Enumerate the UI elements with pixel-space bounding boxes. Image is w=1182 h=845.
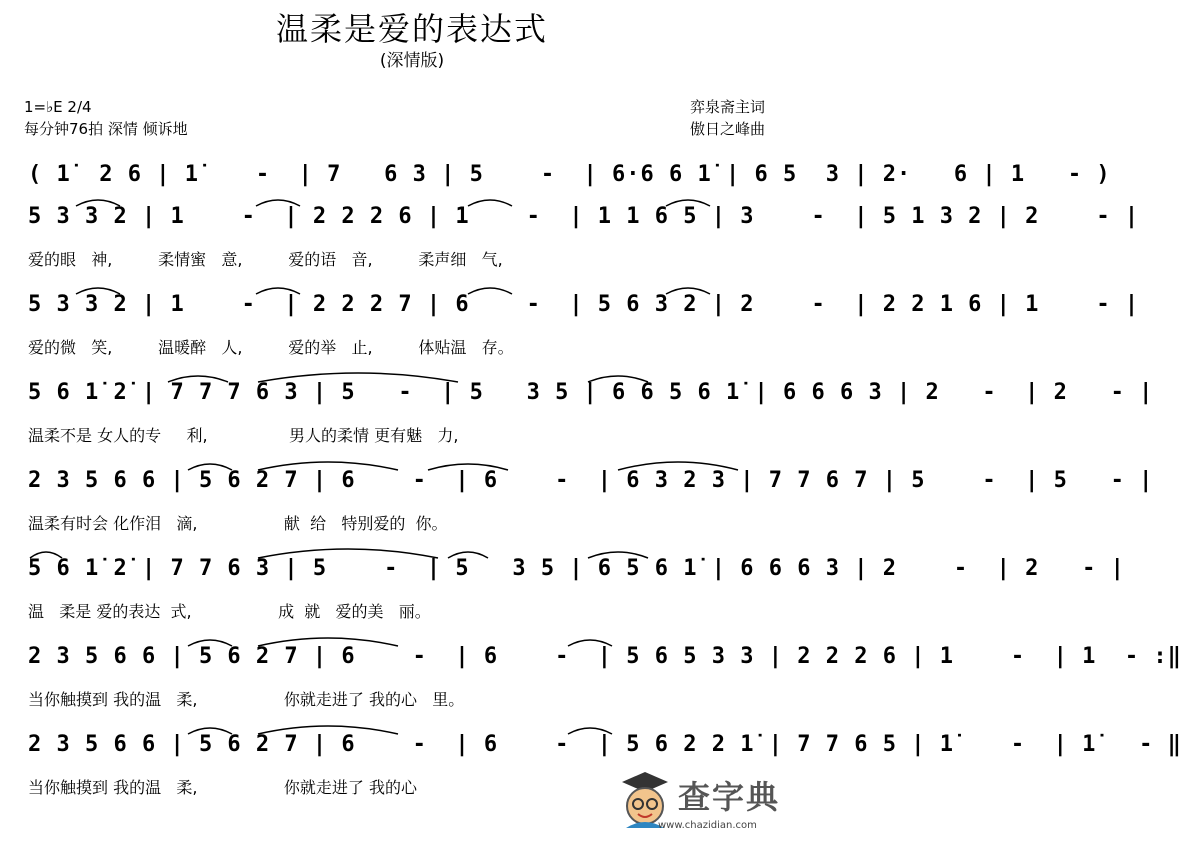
lyricist-credit: 弈泉斋主词: [690, 98, 766, 116]
key-signature: 1=♭E 2/4: [24, 98, 92, 116]
watermark-stamp: [618, 768, 818, 840]
notation-line: 2 3 5 6 6 | 5 6 2 7 | 6 - | 6 - | 5 6 2 2 1̇ | 7 7 6 5 | 1̇ - | 1̇ - ‖: [28, 732, 1182, 757]
watermark-logo: 查字典: [678, 778, 781, 816]
score-subtitle: (深情版): [379, 51, 445, 71]
lyric-line: 爱的眼 神, 柔情蜜 意, 爱的语 音, 柔声细 气,: [28, 250, 503, 269]
notation-line: 2 3 5 6 6 | 5 6 2 7 | 6 - | 6 - | 6 3 2 3 | 7 7 6 7 | 5 - | 5 - |: [28, 468, 1154, 493]
notation-line: 5 3 3 2 | 1 - | 2 2 2 6 | 1 - | 1 1 6 5 | 3 - | 5 1 3 2 | 2 - |: [28, 204, 1140, 229]
lyric-line: 当你触摸到 我的温 柔, 你就走进了 我的心 里。: [28, 690, 465, 709]
score-row-7: [28, 632, 1182, 728]
lyric-line: 温 柔是 爱的表达 式, 成 就 爱的美 丽。: [28, 602, 431, 621]
score-row-5: [28, 456, 1154, 552]
composer-credit: 傲日之峰曲: [690, 120, 766, 138]
score-row-6: [28, 544, 1125, 640]
lyric-line: 温柔不是 女人的专 利, 男人的柔情 更有魅 力,: [28, 426, 459, 445]
score-title: 温柔是爱的表达式: [275, 10, 548, 48]
score-meta-right: [690, 96, 765, 140]
notation-line: 5 6 1̇ 2̇ | 7 7 7 6 3 | 5 - | 5 3 5 | 6 6 5 6 1̇ | 6 6 6 3 | 2 - | 2 - |: [28, 380, 1154, 405]
score-row-4: [28, 368, 1154, 464]
notation-line: 5 3 3 2 | 1 - | 2 2 2 7 | 6 - | 5 6 3 2 | 2 - | 2 2 1 6 | 1 - |: [28, 292, 1140, 317]
score-row-2: [28, 192, 1140, 288]
notation-line: 5 6 1̇ 2̇ | 7 7 6 3 | 5 - | 5 3 5 | 6 5 6 1̇ | 6 6 6 3 | 2 - | 2 - |: [28, 556, 1125, 581]
lyric-line: 爱的微 笑, 温暖醉 人, 爱的举 止, 体贴温 存。: [28, 338, 514, 357]
lyric-line: 当你触摸到 我的温 柔, 你就走进了 我的心: [28, 778, 417, 797]
score-meta-left: [24, 96, 188, 140]
score-row-3: [28, 280, 1140, 376]
lyric-line: 温柔有时会 化作泪 滴, 献 给 特别爱的 你。: [28, 514, 448, 533]
watermark-url: www.chazidian.com: [658, 820, 757, 831]
notation-line: 2 3 5 6 6 | 5 6 2 7 | 6 - | 6 - | 5 6 5 3 3 | 2 2 2 6 | 1 - | 1 - :‖: [28, 644, 1182, 669]
tempo-marking: 每分钟76拍 深情 倾诉地: [24, 120, 188, 138]
notation-line: ( 1̇ 2 6 | 1̇ - | 7 6 3 | 5 - | 6·6 6 1̇ | 6 5 3 | 2· 6 | 1 - ): [28, 162, 1111, 187]
